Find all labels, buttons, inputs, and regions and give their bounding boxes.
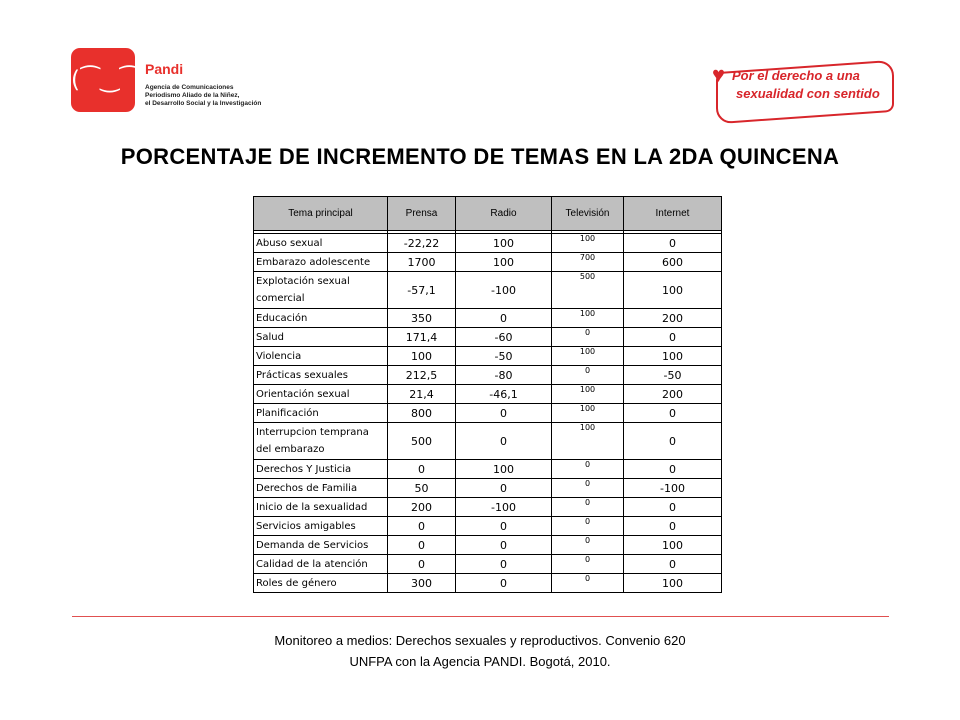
cell-radio: -46,1 <box>456 385 552 404</box>
cell-television: 100 <box>552 385 624 404</box>
cell-tema: Explotación sexual comercial <box>254 272 388 309</box>
cell-television: 0 <box>552 574 624 593</box>
cell-tema: Calidad de la atención <box>254 555 388 574</box>
column-header-internet: Internet <box>624 197 722 231</box>
cell-tema: Orientación sexual <box>254 385 388 404</box>
cell-tema: Inicio de la sexualidad <box>254 498 388 517</box>
pandi-logo-mark: (⁀‿⁀) <box>71 48 135 112</box>
cell-television: 0 <box>552 498 624 517</box>
cell-prensa: -22,22 <box>388 234 456 253</box>
cell-television: 0 <box>552 517 624 536</box>
cell-radio: 100 <box>456 234 552 253</box>
table-row <box>254 272 722 309</box>
table-row <box>254 309 722 328</box>
cell-internet: 100 <box>624 347 722 366</box>
table-row <box>254 574 722 593</box>
cell-prensa: -57,1 <box>388 272 456 309</box>
cell-tema: Salud <box>254 328 388 347</box>
cell-internet: 0 <box>624 555 722 574</box>
cell-tema: Roles de género <box>254 574 388 593</box>
table-row <box>254 479 722 498</box>
cell-television: 100 <box>552 234 624 253</box>
cell-radio: 100 <box>456 460 552 479</box>
cell-prensa: 500 <box>388 423 456 460</box>
cell-television: 100 <box>552 423 624 460</box>
campaign-logo <box>714 60 892 110</box>
column-header-television: Televisión <box>552 197 624 231</box>
pandi-logo <box>71 48 271 120</box>
cell-tema: Planificación <box>254 404 388 423</box>
table-row <box>254 404 722 423</box>
cell-internet: 0 <box>624 234 722 253</box>
cell-internet: 100 <box>624 536 722 555</box>
cell-television: 0 <box>552 536 624 555</box>
cell-tema: Prácticas sexuales <box>254 366 388 385</box>
cell-tema: Embarazo adolescente <box>254 253 388 272</box>
table-row <box>254 423 722 460</box>
cell-prensa: 21,4 <box>388 385 456 404</box>
cell-tema: Educación <box>254 309 388 328</box>
cell-internet: -50 <box>624 366 722 385</box>
cell-prensa: 50 <box>388 479 456 498</box>
cell-radio: 0 <box>456 517 552 536</box>
cell-radio: 0 <box>456 574 552 593</box>
cell-radio: -100 <box>456 272 552 309</box>
table-row <box>254 253 722 272</box>
cell-internet: 100 <box>624 574 722 593</box>
column-header-radio: Radio <box>456 197 552 231</box>
table-row <box>254 366 722 385</box>
cell-tema: Servicios amigables <box>254 517 388 536</box>
cell-tema: Abuso sexual <box>254 234 388 253</box>
page-title: PORCENTAJE DE INCREMENTO DE TEMAS EN LA 2DA QUINCENA <box>120 144 840 169</box>
cell-radio: 0 <box>456 479 552 498</box>
table-row <box>254 234 722 253</box>
cell-tema: Derechos de Familia <box>254 479 388 498</box>
cell-television: 100 <box>552 404 624 423</box>
table-row <box>254 347 722 366</box>
cell-prensa: 200 <box>388 498 456 517</box>
cell-radio: -100 <box>456 498 552 517</box>
cell-tema: Violencia <box>254 347 388 366</box>
campaign-logo-line2: sexualidad con sentido <box>736 86 880 101</box>
cell-radio: 0 <box>456 536 552 555</box>
footer-line2: UNFPA con la Agencia PANDI. Bogotá, 2010. <box>349 654 611 669</box>
cell-television: 0 <box>552 555 624 574</box>
table-row <box>254 536 722 555</box>
pandi-subtitle-line: el Desarrollo Social y la Investigación <box>145 100 262 107</box>
pandi-subtitle-line: Agencia de Comunicaciones <box>145 84 234 91</box>
table-row <box>254 555 722 574</box>
cell-television: 700 <box>552 253 624 272</box>
cell-prensa: 300 <box>388 574 456 593</box>
cell-radio: -60 <box>456 328 552 347</box>
cell-internet: 0 <box>624 423 722 460</box>
cell-internet: 200 <box>624 385 722 404</box>
cell-prensa: 350 <box>388 309 456 328</box>
cell-tema: Interrupcion temprana del embarazo <box>254 423 388 460</box>
cell-television: 100 <box>552 347 624 366</box>
footer-line1: Monitoreo a medios: Derechos sexuales y reproductivos. Convenio 620 <box>274 633 686 648</box>
cell-prensa: 0 <box>388 536 456 555</box>
table-row <box>254 328 722 347</box>
pandi-logo-subtitle <box>145 84 261 108</box>
cell-internet: 0 <box>624 404 722 423</box>
table-header-row <box>254 197 722 231</box>
table-row <box>254 460 722 479</box>
cell-prensa: 0 <box>388 517 456 536</box>
cell-tema: Demanda de Servicios <box>254 536 388 555</box>
campaign-logo-line1: Por el derecho a una <box>732 68 860 83</box>
cell-radio: -80 <box>456 366 552 385</box>
cell-internet: 200 <box>624 309 722 328</box>
data-table <box>253 196 722 593</box>
cell-radio: 100 <box>456 253 552 272</box>
pandi-subtitle-line: Periodismo Aliado de la Niñez, <box>145 92 240 99</box>
cell-radio: 0 <box>456 309 552 328</box>
cell-television: 500 <box>552 272 624 309</box>
pandi-logo-name: Pandi <box>145 61 184 77</box>
cell-prensa: 800 <box>388 404 456 423</box>
cell-internet: 0 <box>624 517 722 536</box>
cell-tema: Derechos Y Justicia <box>254 460 388 479</box>
cell-prensa: 1700 <box>388 253 456 272</box>
cell-prensa: 100 <box>388 347 456 366</box>
footer-divider <box>72 616 889 617</box>
cell-radio: 0 <box>456 555 552 574</box>
table-row <box>254 498 722 517</box>
column-header-prensa: Prensa <box>388 197 456 231</box>
cell-internet: 600 <box>624 253 722 272</box>
cell-prensa: 171,4 <box>388 328 456 347</box>
cell-television: 0 <box>552 479 624 498</box>
cell-prensa: 212,5 <box>388 366 456 385</box>
table-row <box>254 385 722 404</box>
cell-internet: 0 <box>624 328 722 347</box>
cell-radio: -50 <box>456 347 552 366</box>
cell-internet: 100 <box>624 272 722 309</box>
cell-internet: 0 <box>624 498 722 517</box>
cell-television: 100 <box>552 309 624 328</box>
cell-internet: 0 <box>624 460 722 479</box>
cell-prensa: 0 <box>388 460 456 479</box>
cell-internet: -100 <box>624 479 722 498</box>
cell-radio: 0 <box>456 404 552 423</box>
cell-prensa: 0 <box>388 555 456 574</box>
column-header-tema: Tema principal <box>254 197 388 231</box>
heart-icon: ♥ <box>712 62 726 87</box>
cell-television: 0 <box>552 366 624 385</box>
footer-source <box>0 630 960 672</box>
cell-television: 0 <box>552 460 624 479</box>
table-row <box>254 517 722 536</box>
cell-radio: 0 <box>456 423 552 460</box>
cell-television: 0 <box>552 328 624 347</box>
